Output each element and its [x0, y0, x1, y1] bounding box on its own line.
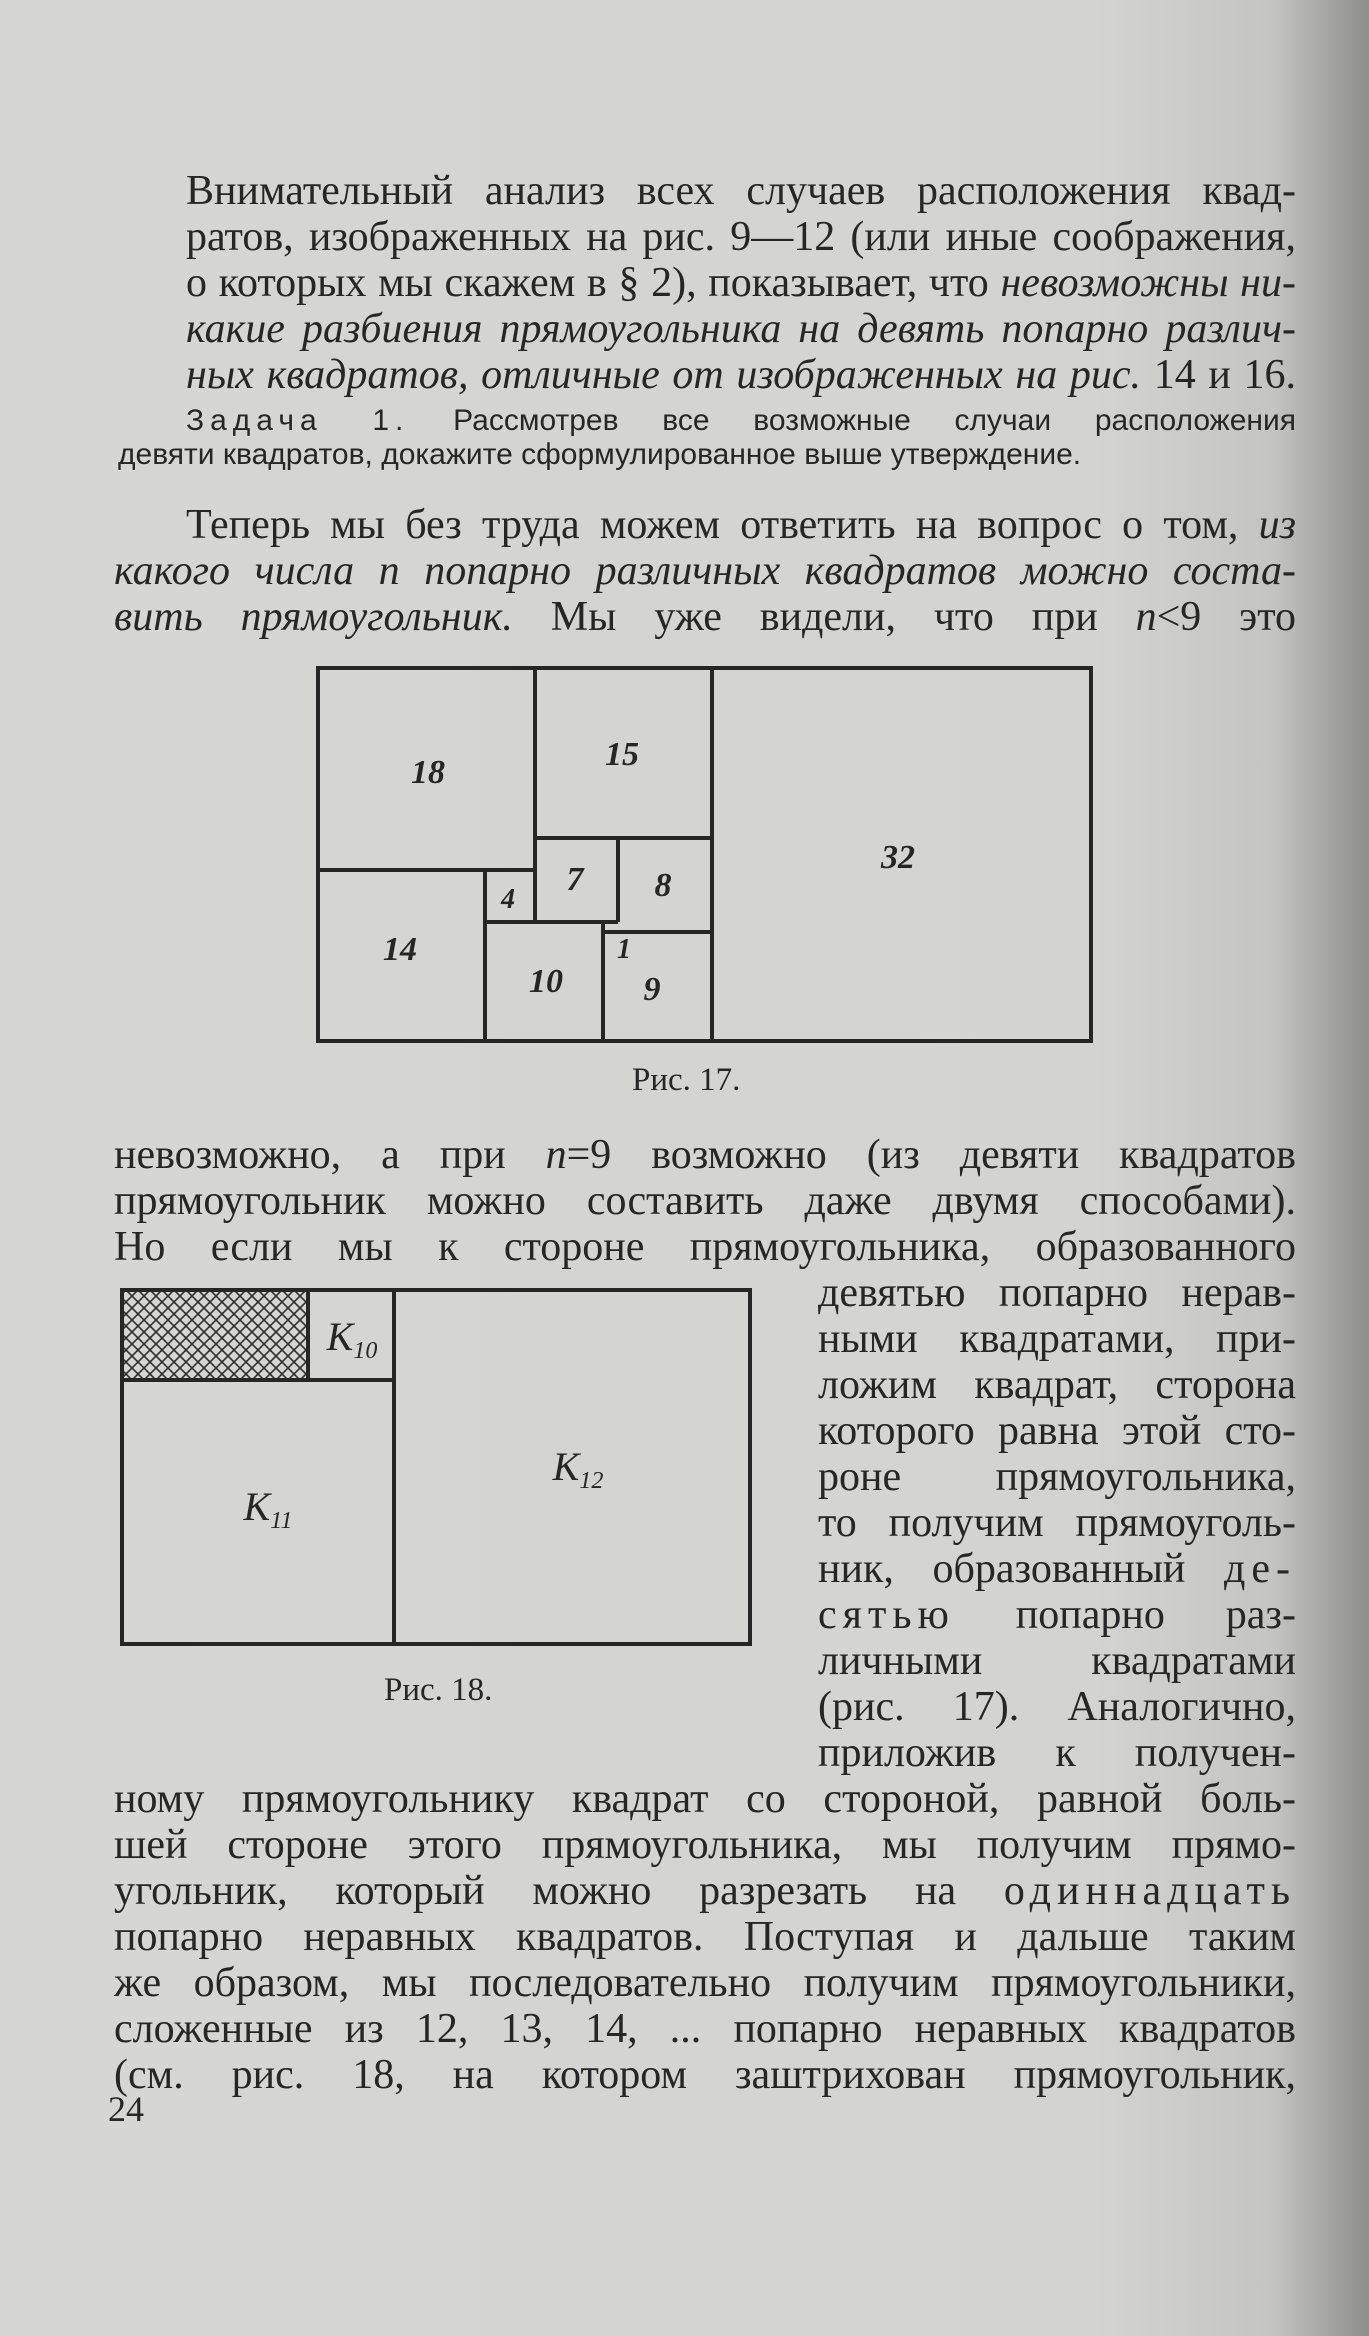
text-line: то получим прямоуголь- [818, 1500, 1296, 1546]
text-line: сложенные из 12, 13, 14, ... попарно неравных квадратов [114, 2006, 1296, 2052]
figure-17-caption: Рис. 17. [632, 1062, 741, 1098]
text-line: шей стороне этого прямоугольника, мы получим прямо- [114, 1822, 1296, 1868]
text-line: же образом, мы последовательно получим прямоугольники, [114, 1960, 1296, 2006]
text-line: невозможно, а при n=9 возможно (из девяти квадратов [114, 1132, 1297, 1178]
text-line: ратов, изображенных на рис. 9—12 (или иные соображения, [186, 214, 1296, 260]
text-line: приложив к получен- [818, 1730, 1296, 1776]
hatched-rectangle [122, 1290, 308, 1380]
square-label-4: 4 [501, 884, 515, 915]
text-line: Внимательный анализ всех случаев расположения квад- [186, 168, 1296, 214]
text-line: ложим квадрат, сторона [818, 1362, 1296, 1408]
text-line: какого числа n попарно различных квадратов можно соста- [114, 548, 1296, 594]
square-label-32: 32 [881, 839, 915, 876]
paragraph-4 [114, 1776, 1296, 2098]
text-line: роне прямоугольника, [818, 1454, 1296, 1500]
text-line: личными квадратами [818, 1638, 1296, 1684]
text-line: попарно неравных квадратов. Поступая и дальше таким [114, 1914, 1296, 1960]
text-line: которого равна этой сто- [818, 1408, 1296, 1454]
square-label-18: 18 [411, 754, 445, 791]
text-line: сятью попарно раз- [818, 1592, 1296, 1638]
text-line: (рис. 17). Аналогично, [818, 1684, 1296, 1730]
task-line: Задача 1. Рассмотрев все возможные случаи расположения [186, 404, 1297, 437]
square-label-1: 1 [617, 934, 631, 965]
text-line: ник, образованный де- [818, 1546, 1296, 1592]
text-line: Теперь мы без труда можем ответить на вопрос о том, из [186, 502, 1296, 548]
text-line: ными квадратами, при- [818, 1316, 1296, 1362]
text-line: девятью попарно нерав- [818, 1270, 1296, 1316]
figure-18-caption: Рис. 18. [384, 1672, 493, 1708]
text-line: ному прямоугольнику квадрат со стороной, равной боль- [114, 1776, 1296, 1822]
square-label-k12: $K_{12}$ [552, 1444, 604, 1494]
text-line: какие разбиения прямоугольника на девять попарно различ- [186, 306, 1296, 352]
square-label-14: 14 [383, 931, 417, 968]
side-paragraph [818, 1270, 1296, 1776]
text-line: (см. рис. 18, на котором заштрихован прямоугольник, [114, 2052, 1296, 2098]
text-line: Но если мы к стороне прямоугольника, образованного [114, 1224, 1296, 1270]
text-line: ных квадратов, отличные от изображенных на рис. 14 и 16. [186, 352, 1296, 398]
square-label-10: 10 [529, 963, 563, 1000]
square-label-15: 15 [605, 736, 639, 773]
square-label-8: 8 [654, 867, 672, 904]
task-label: Задача 1. [186, 404, 410, 437]
text-line: вить прямоугольник. Мы уже видели, что при n<9 это [114, 594, 1297, 640]
task-line: девяти квадратов, докажите сформулированное выше утверждение. [118, 438, 1082, 471]
text-line: угольник, который можно разрезать на одиннадцать [114, 1868, 1296, 1914]
page-number: 24 [108, 2089, 144, 2129]
square-label-9: 9 [643, 971, 661, 1008]
square-label-k10: $K_{10}$ [326, 1314, 378, 1364]
text-line: прямоугольник можно составить даже двумя способами). [114, 1178, 1296, 1224]
text-line: о которых мы скажем в § 2), показывает, что невозможны ни- [186, 260, 1297, 306]
square-label-k11: $K_{11}$ [243, 1484, 293, 1534]
square-label-7: 7 [566, 861, 584, 898]
